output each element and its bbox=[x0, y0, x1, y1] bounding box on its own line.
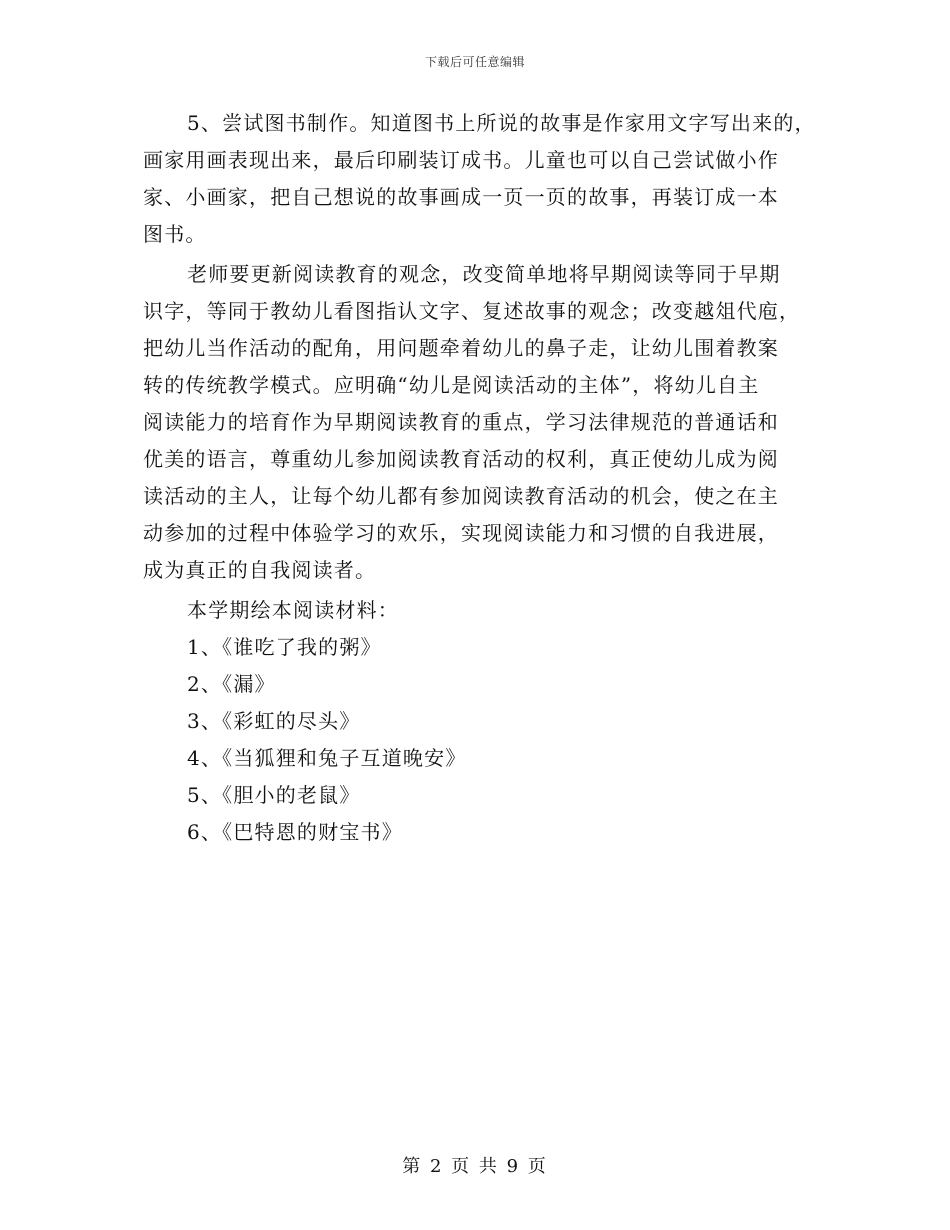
paragraph-2-line-2: 识字，等同于教幼儿看图指认文字、复述故事的观念；改变越俎代庖， bbox=[143, 299, 801, 323]
paragraph-1-line-3: 家、小画家，把自己想说的故事画成一页一页的故事，再装订成一本 bbox=[143, 185, 779, 209]
book-list-item: 3、《彩虹的尽头》 bbox=[187, 709, 361, 733]
paragraph-2-line-7: 读活动的主人，让每个幼儿都有参加阅读教育活动的机会，使之在主 bbox=[143, 484, 779, 508]
reading-list-title: 本学期绘本阅读材料： bbox=[187, 598, 399, 622]
paragraph-2-line-1: 老师要更新阅读教育的观念，改变简单地将早期阅读等同于早期 bbox=[187, 262, 781, 286]
book-list-item: 1、《谁吃了我的粥》 bbox=[187, 635, 382, 659]
book-list-item: 2、《漏》 bbox=[187, 672, 276, 696]
paragraph-2-line-4: 转的传统教学模式。应明确“幼儿是阅读活动的主体”，将幼儿自主 bbox=[143, 373, 760, 397]
paragraph-1-line-2: 画家用画表现出来，最后印刷装订成书。儿童也可以自己尝试做小作 bbox=[143, 148, 779, 172]
paragraph-1-line-4: 图书。 bbox=[143, 222, 207, 246]
page-footer: 第 2 页 共 9 页 bbox=[402, 1156, 548, 1177]
book-list-item: 6、《巴特恩的财宝书》 bbox=[187, 820, 403, 844]
page-header: 下载后可任意编辑 bbox=[424, 55, 525, 69]
paragraph-2-line-8: 动参加的过程中体验学习的欢乐，实现阅读能力和习惯的自我进展， bbox=[143, 521, 779, 545]
book-list-item: 4、《当狐狸和兔子互道晚安》 bbox=[187, 746, 467, 770]
paragraph-2-line-5: 阅读能力的培育作为早期阅读教育的重点，学习法律规范的普通话和 bbox=[143, 410, 779, 434]
book-list-item: 5、《胆小的老鼠》 bbox=[187, 783, 361, 807]
paragraph-2-line-6: 优美的语言，尊重幼儿参加阅读教育活动的权利，真正使幼儿成为阅 bbox=[143, 447, 779, 471]
paragraph-2-line-9: 成为真正的自我阅读者。 bbox=[143, 558, 377, 582]
paragraph-2-line-3: 把幼儿当作活动的配角，用问题牵着幼儿的鼻子走，让幼儿围着教案 bbox=[143, 336, 779, 360]
paragraph-1-line-1: 5、尝试图书制作。知道图书上所说的故事是作家用文字写出来的， bbox=[187, 111, 816, 135]
